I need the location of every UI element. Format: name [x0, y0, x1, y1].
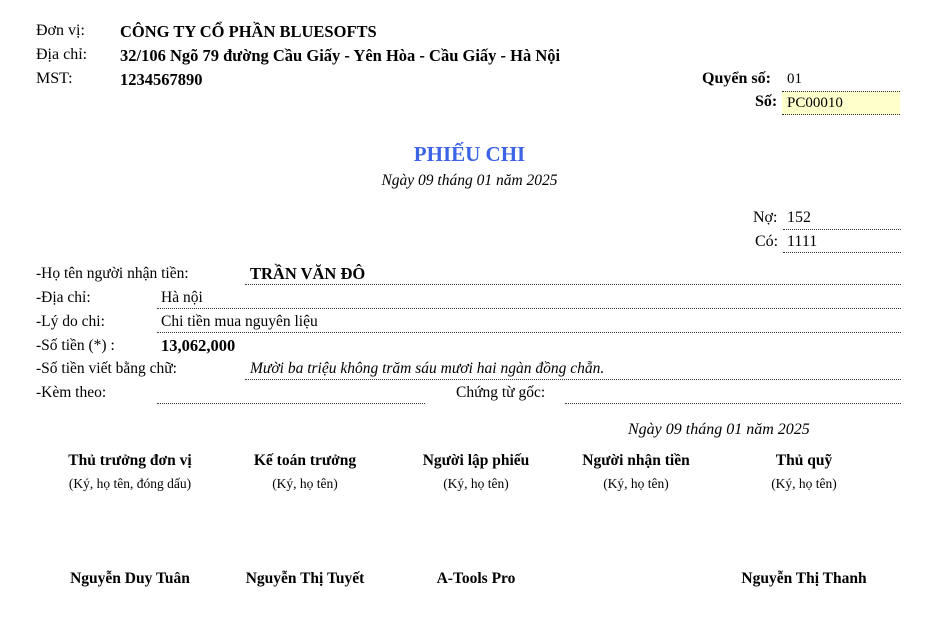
detail-address-label: -Địa chỉ: [36, 289, 91, 306]
signature-title: Thủ quỹ [775, 452, 833, 469]
number-field[interactable] [782, 91, 900, 115]
signer-name-preparer: A-Tools Pro [436, 570, 516, 587]
signature-title: Người lập phiếu [422, 452, 530, 469]
reason-underline [157, 332, 901, 333]
address-label: Địa chỉ: [36, 46, 88, 63]
recipient-underline [245, 284, 901, 285]
signer-name-chief-accountant: Nguyễn Thị Tuyết [245, 570, 365, 587]
detail-address-value[interactable]: Hà nội [161, 289, 203, 306]
debit-value[interactable]: 152 [787, 209, 811, 226]
credit-underline [783, 252, 901, 253]
amount-label: -Số tiền (*) : [36, 337, 115, 354]
debit-label: Nợ: [753, 209, 778, 226]
signature-title: Người nhận tiền [582, 452, 690, 469]
credit-label: Có: [755, 233, 779, 250]
original-doc-field[interactable] [565, 403, 901, 404]
debit-underline [783, 229, 901, 230]
signature-head-of-unit [30, 452, 230, 492]
signature-chief-accountant [205, 452, 405, 492]
reason-label: -Lý do chi: [36, 313, 105, 330]
signature-cashier [704, 452, 904, 492]
signer-name-cashier: Nguyễn Thị Thanh [741, 570, 867, 587]
amount-words-value[interactable]: Mười ba triệu không trăm sáu mươi hai ngàn đồng chẵn. [250, 360, 605, 377]
signature-note: (Ký, họ tên) [443, 476, 509, 491]
amount-words-underline [245, 379, 901, 380]
recipient-label: -Họ tên người nhận tiền: [36, 265, 189, 282]
attached-field[interactable] [157, 403, 425, 404]
amount-words-label: -Số tiền viết bằng chữ: [36, 360, 177, 377]
tax-value: 1234567890 [120, 70, 203, 89]
signature-title: Thủ trưởng đơn vị [68, 452, 192, 469]
unit-label: Đơn vị: [36, 22, 85, 39]
signature-note: (Ký, họ tên) [603, 476, 669, 491]
amount-value[interactable]: 13,062,000 [161, 336, 236, 355]
signer-name-head-of-unit: Nguyễn Duy Tuân [70, 570, 190, 587]
address-underline [157, 308, 901, 309]
signature-note: (Ký, họ tên) [771, 476, 837, 491]
signature-note: (Ký, họ tên, đóng dấu) [68, 476, 192, 491]
book-value[interactable]: 01 [787, 71, 802, 87]
credit-value[interactable]: 1111 [787, 233, 818, 250]
address-value: 32/106 Ngõ 79 đường Cầu Giấy - Yên Hòa - Cầu Giấy - Hà Nội [120, 46, 561, 65]
unit-value: CÔNG TY CỔ PHẦN BLUESOFTS [120, 22, 377, 41]
signature-note: (Ký, họ tên) [272, 476, 338, 491]
page-title: PHIẾU CHI [413, 142, 526, 166]
number-value: PC00010 [787, 95, 843, 111]
original-doc-label: Chứng từ gốc: [456, 384, 546, 401]
tax-label: MST: [36, 70, 73, 87]
recipient-value[interactable]: TRẦN VĂN ĐÔ [250, 264, 366, 283]
signature-date: Ngày 09 tháng 01 năm 2025 [628, 421, 810, 438]
book-label: Quyển số: [702, 70, 771, 87]
number-label: Số: [755, 93, 778, 110]
signature-title: Kế toán trưởng [253, 452, 357, 469]
voucher-date: Ngày 09 tháng 01 năm 2025 [381, 172, 558, 189]
attached-label: -Kèm theo: [36, 384, 107, 401]
reason-value[interactable]: Chi tiền mua nguyên liệu [161, 313, 318, 330]
